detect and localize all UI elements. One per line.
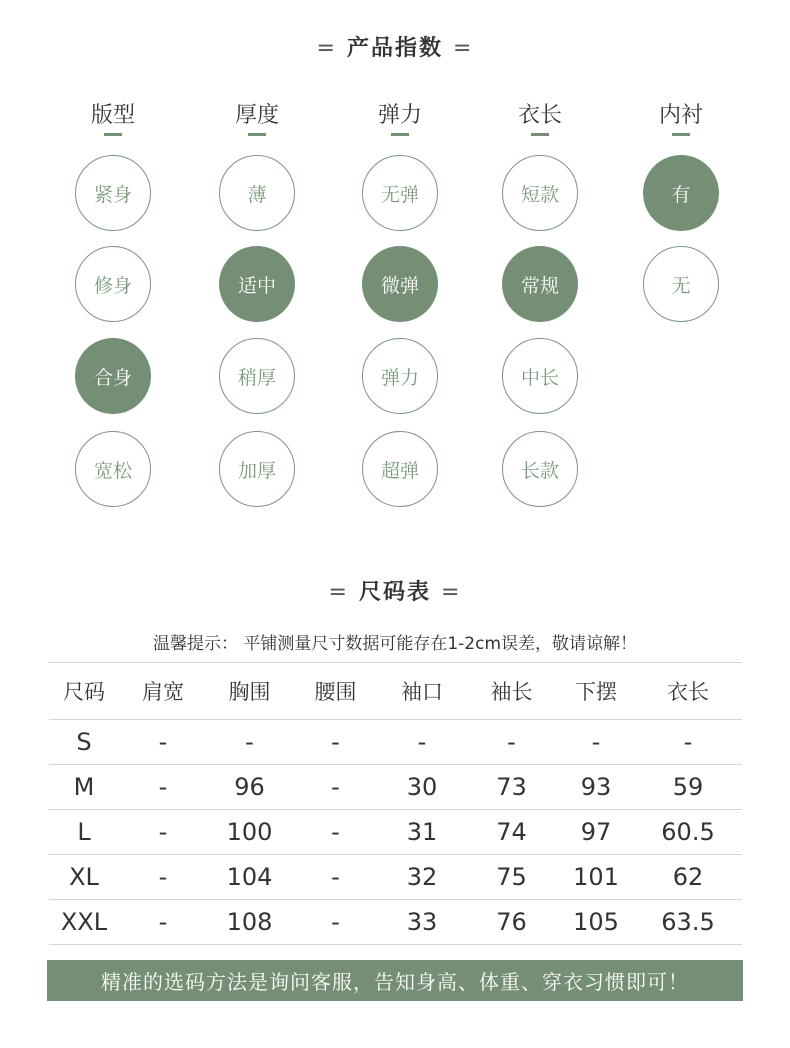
table-row bbox=[49, 900, 742, 945]
column-underline bbox=[672, 133, 690, 136]
measurement-cell: 100 bbox=[207, 810, 292, 855]
size-label-cell: L bbox=[49, 810, 119, 855]
table-row bbox=[49, 720, 742, 765]
option-lining-selected: 有 bbox=[643, 155, 719, 231]
size-label-cell: S bbox=[49, 720, 119, 765]
column-header-fit: 版型 bbox=[90, 103, 135, 128]
measurement-cell: - bbox=[465, 720, 558, 765]
size-chart-title-text: 尺码表 bbox=[358, 580, 431, 605]
table-row bbox=[49, 855, 742, 900]
option-lining: 无 bbox=[643, 246, 719, 322]
measurement-cell: - bbox=[119, 810, 207, 855]
measurement-cell: - bbox=[292, 855, 379, 900]
option-elasticity-selected: 微弹 bbox=[362, 246, 438, 322]
option-length-selected: 常规 bbox=[502, 246, 578, 322]
measurement-cell: 105 bbox=[558, 900, 634, 945]
measurement-cell: 30 bbox=[379, 765, 465, 810]
size-table-header-cell: 下摆 bbox=[558, 663, 634, 720]
measurement-cell: 108 bbox=[207, 900, 292, 945]
measurement-cell: 73 bbox=[465, 765, 558, 810]
measurement-cell: 60.5 bbox=[634, 810, 742, 855]
measurement-cell: 63.5 bbox=[634, 900, 742, 945]
option-elasticity: 弹力 bbox=[362, 338, 438, 414]
size-table bbox=[49, 662, 742, 945]
option-elasticity: 超弹 bbox=[362, 431, 438, 507]
measurement-cell: - bbox=[119, 900, 207, 945]
measurement-cell: 101 bbox=[558, 855, 634, 900]
column-header-elasticity: 弹力 bbox=[377, 103, 422, 128]
measurement-cell: 76 bbox=[465, 900, 558, 945]
column-header-lining: 内衬 bbox=[658, 103, 703, 128]
measurement-cell: - bbox=[558, 720, 634, 765]
option-thickness-selected: 适中 bbox=[219, 246, 295, 322]
option-fit: 宽松 bbox=[75, 431, 151, 507]
option-length: 短款 bbox=[502, 155, 578, 231]
measurement-cell: - bbox=[292, 765, 379, 810]
measurement-cell: 59 bbox=[634, 765, 742, 810]
measurement-cell: 97 bbox=[558, 810, 634, 855]
size-table-header-cell: 袖口 bbox=[379, 663, 465, 720]
size-table-header bbox=[49, 663, 742, 720]
option-length: 中长 bbox=[502, 338, 578, 414]
measurement-cell: 75 bbox=[465, 855, 558, 900]
size-table-body bbox=[49, 720, 742, 945]
size-table-header-cell: 尺码 bbox=[49, 663, 119, 720]
option-thickness: 加厚 bbox=[219, 431, 295, 507]
measurement-cell: - bbox=[292, 900, 379, 945]
option-thickness: 稍厚 bbox=[219, 338, 295, 414]
column-underline bbox=[104, 133, 122, 136]
size-label-cell: XL bbox=[49, 855, 119, 900]
measurement-cell: 31 bbox=[379, 810, 465, 855]
title-decor-right: = bbox=[441, 580, 462, 605]
option-length: 长款 bbox=[502, 431, 578, 507]
table-row bbox=[49, 765, 742, 810]
size-table-header-cell: 袖长 bbox=[465, 663, 558, 720]
size-table-header-cell: 腰围 bbox=[292, 663, 379, 720]
option-thickness: 薄 bbox=[219, 155, 295, 231]
size-table-header-cell: 肩宽 bbox=[119, 663, 207, 720]
measurement-cell: - bbox=[207, 720, 292, 765]
measurement-cell: 32 bbox=[379, 855, 465, 900]
measurement-cell: - bbox=[119, 720, 207, 765]
size-label-cell: M bbox=[49, 765, 119, 810]
title-decor-left: = bbox=[316, 36, 337, 61]
measurement-cell: - bbox=[634, 720, 742, 765]
title-decor-left: = bbox=[328, 580, 349, 605]
option-fit-selected: 合身 bbox=[75, 338, 151, 414]
column-header-thickness: 厚度 bbox=[234, 103, 279, 128]
option-fit: 修身 bbox=[75, 246, 151, 322]
column-underline bbox=[248, 133, 266, 136]
table-row bbox=[49, 810, 742, 855]
column-underline bbox=[531, 133, 549, 136]
option-fit: 紧身 bbox=[75, 155, 151, 231]
product-index-title bbox=[0, 31, 790, 62]
measurement-cell: - bbox=[119, 765, 207, 810]
measurement-cell: 33 bbox=[379, 900, 465, 945]
title-decor-right: = bbox=[453, 36, 474, 61]
measurement-cell: 74 bbox=[465, 810, 558, 855]
measurement-cell: - bbox=[379, 720, 465, 765]
measurement-cell: - bbox=[292, 720, 379, 765]
product-index-title-text: 产品指数 bbox=[346, 36, 443, 61]
size-label-cell: XXL bbox=[49, 900, 119, 945]
measurement-cell: - bbox=[119, 855, 207, 900]
measurement-cell: 93 bbox=[558, 765, 634, 810]
size-table-header-cell: 胸围 bbox=[207, 663, 292, 720]
measurement-tip: 温馨提示： 平铺测量尺寸数据可能存在1-2cm误差，敬请谅解！ bbox=[152, 634, 638, 654]
measurement-cell: - bbox=[292, 810, 379, 855]
sizing-advice-banner: 精准的选码方法是询问客服，告知身高、体重、穿衣习惯即可！ bbox=[47, 960, 743, 1001]
size-chart-title bbox=[0, 575, 790, 606]
measurement-cell: 62 bbox=[634, 855, 742, 900]
size-table-header-cell: 衣长 bbox=[634, 663, 742, 720]
column-underline bbox=[391, 133, 409, 136]
measurement-cell: 96 bbox=[207, 765, 292, 810]
column-header-length: 衣长 bbox=[517, 103, 562, 128]
option-elasticity: 无弹 bbox=[362, 155, 438, 231]
measurement-cell: 104 bbox=[207, 855, 292, 900]
